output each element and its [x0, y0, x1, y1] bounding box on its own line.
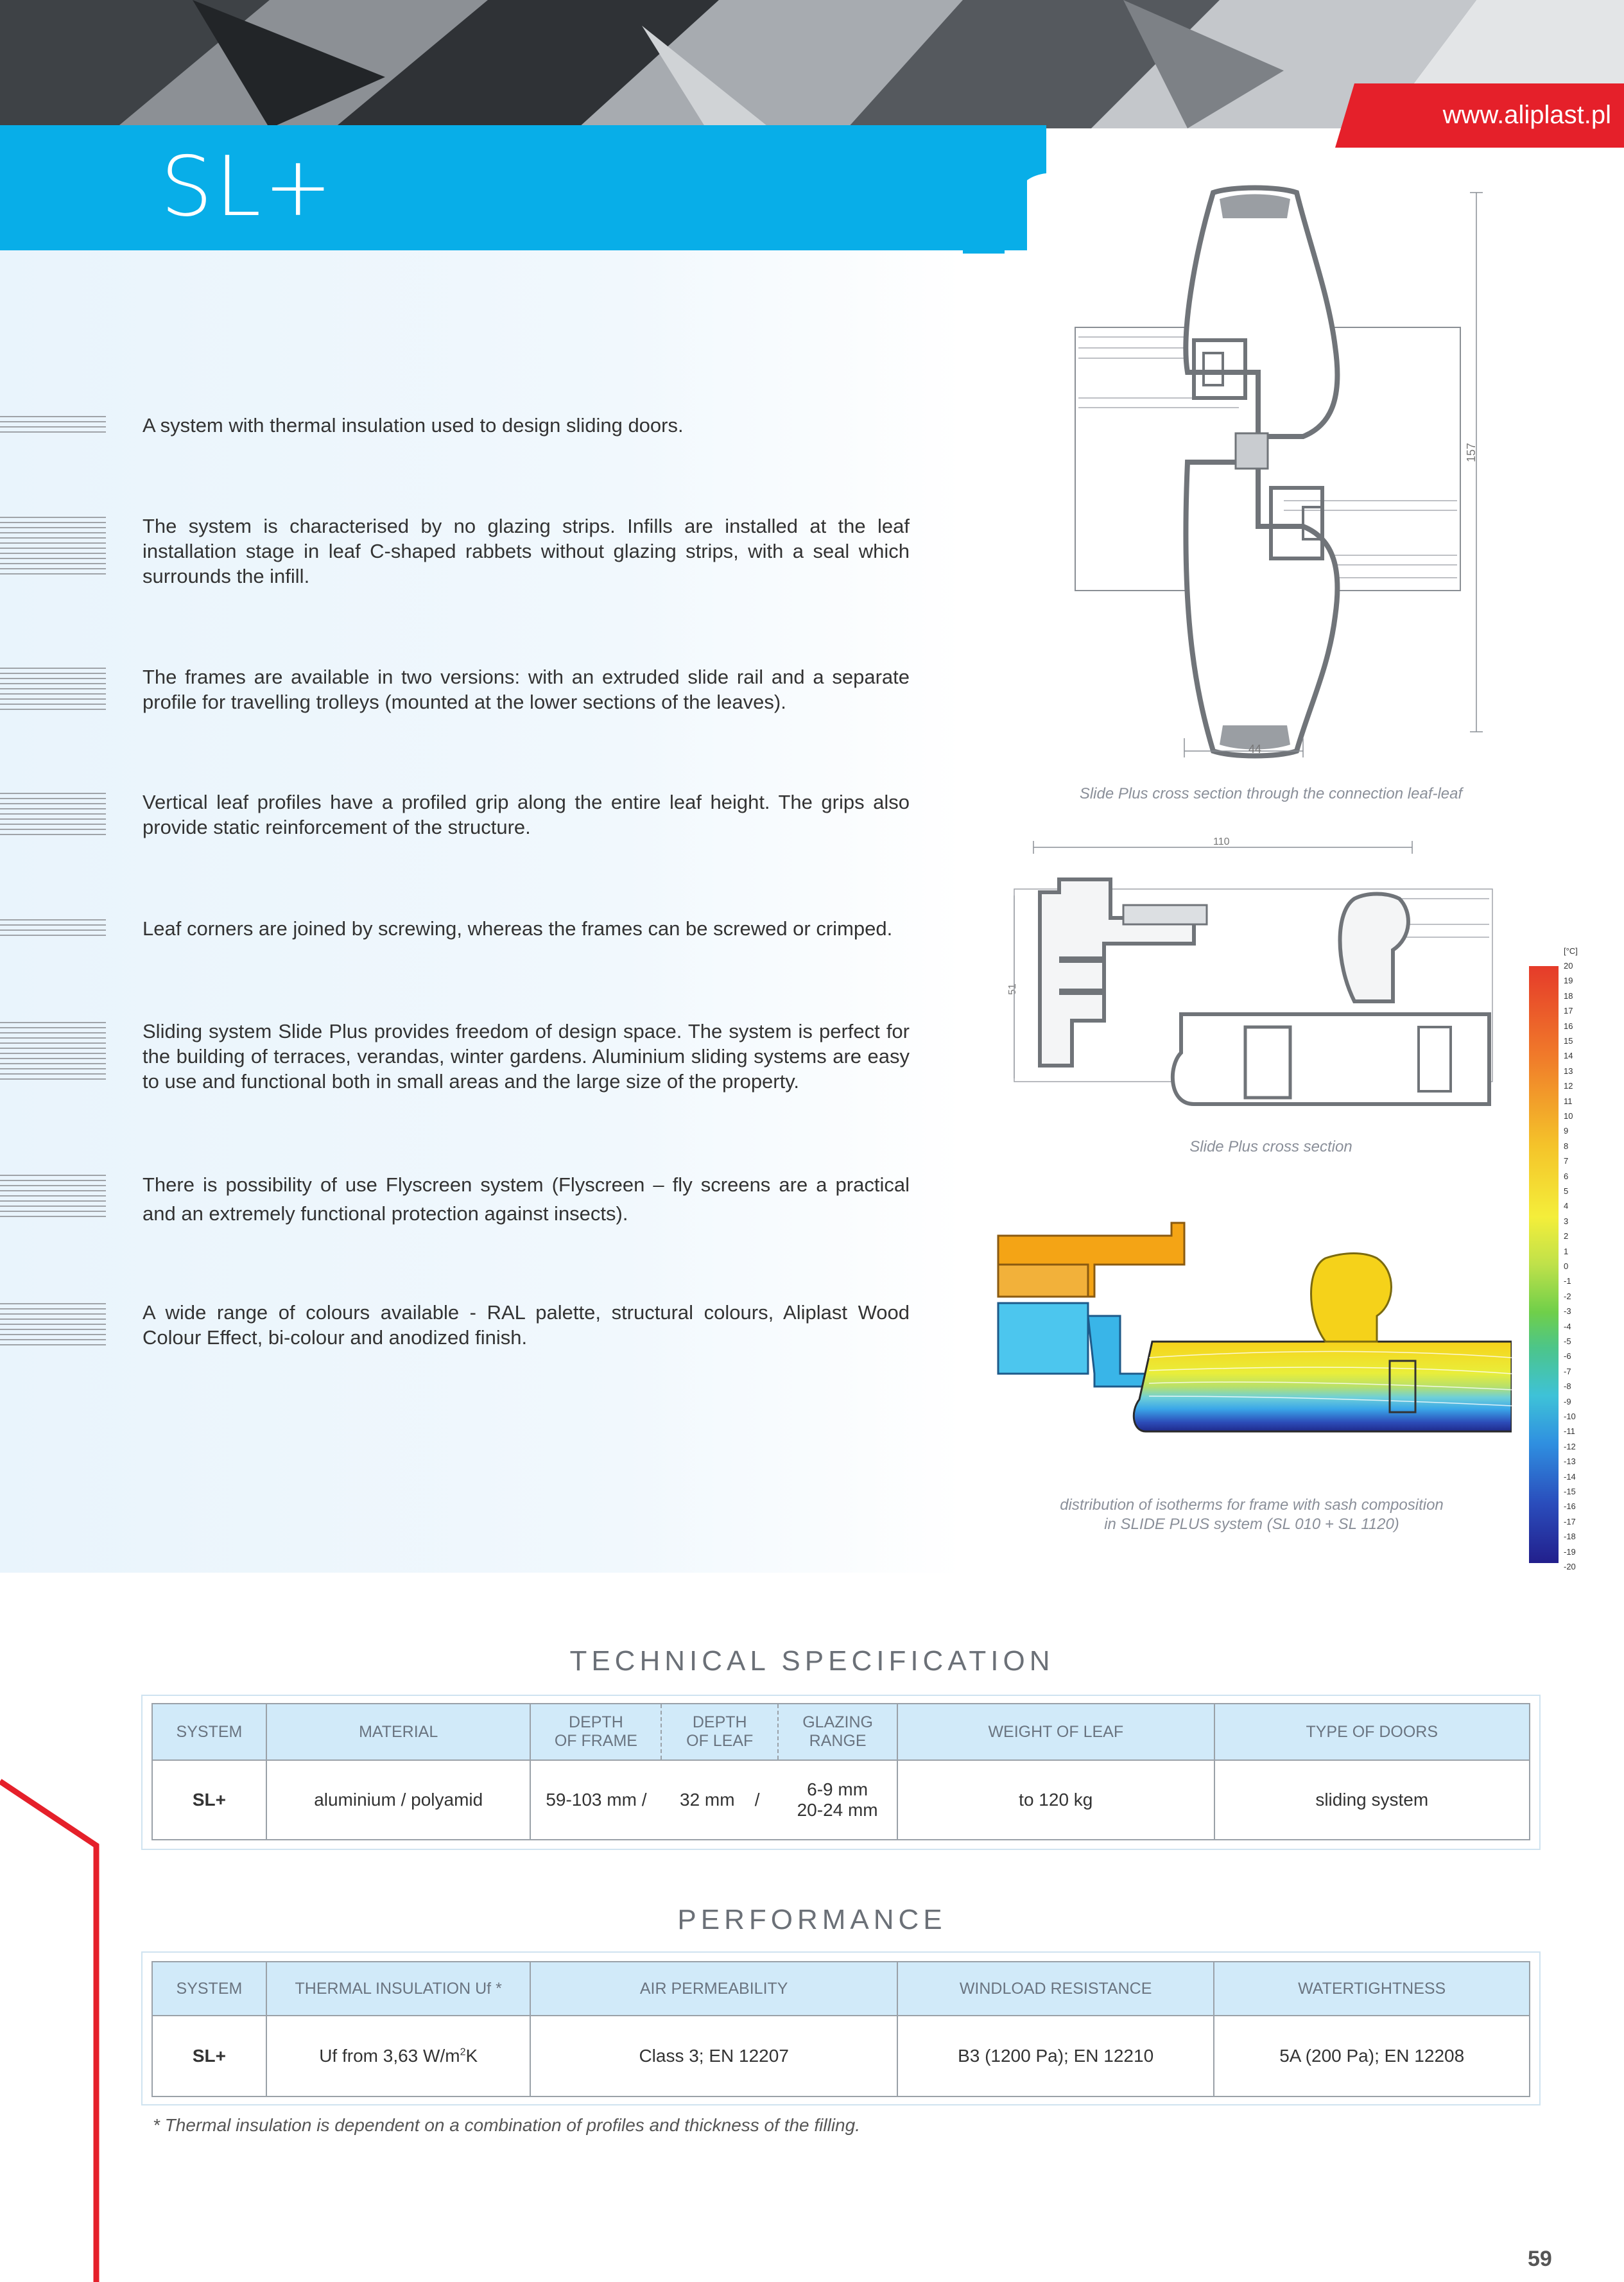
figure-1-caption: Slide Plus cross section through the connection leaf-leaf	[1079, 785, 1463, 802]
decorative-lines	[0, 793, 106, 839]
decorative-lines	[0, 919, 106, 940]
slide-plus-cross-section-drawing	[976, 834, 1502, 1130]
temperature-scale-label: 6	[1564, 1171, 1569, 1181]
perf-cell-water: 5A (200 Pa); EN 12208	[1214, 2016, 1530, 2096]
decorative-lines	[0, 517, 106, 578]
temperature-scale-label: 2	[1564, 1231, 1569, 1241]
header-weight: WEIGHT OF LEAF	[897, 1704, 1214, 1760]
header-type: TYPE OF DOORS	[1214, 1704, 1530, 1760]
decorative-lines	[0, 668, 106, 714]
temperature-scale-label: 15	[1564, 1036, 1573, 1046]
temperature-scale-label: 11	[1564, 1096, 1573, 1106]
temperature-scale-label: -18	[1564, 1532, 1576, 1542]
temperature-scale-label: 13	[1564, 1066, 1573, 1076]
dimension-157: 157	[1465, 442, 1478, 462]
leaf-leaf-cross-section-drawing	[1066, 180, 1502, 764]
perf-header-thermal: THERMAL INSULATION Uf *	[266, 1962, 531, 2016]
temperature-scale-label: -9	[1564, 1396, 1571, 1406]
temperature-scale-label: 18	[1564, 990, 1573, 1001]
temperature-scale-label: 17	[1564, 1006, 1573, 1016]
header-depth-frame	[530, 1704, 661, 1760]
perf-cell-thermal-sup: 2	[460, 2046, 466, 2058]
header-material: MATERIAL	[266, 1704, 531, 1760]
temperature-scale-label: -2	[1564, 1291, 1571, 1301]
header-depth-frame-line2: OF FRAME	[554, 1732, 637, 1750]
header-system: SYSTEM	[152, 1704, 266, 1760]
temperature-scale-label: 5	[1564, 1186, 1569, 1196]
temperature-scale-label: -7	[1564, 1366, 1571, 1376]
temperature-scale-label: -14	[1564, 1471, 1576, 1482]
isotherm-distribution-image	[992, 1207, 1512, 1464]
temperature-scale-label: 8	[1564, 1141, 1569, 1151]
paragraph-3: The frames are available in two versions: with an extruded slide rail and a separate profile for travelling trolleys (mounted at the lower sections of the leaves).	[143, 666, 910, 713]
title-band-curve	[944, 125, 1046, 254]
page-number: 59	[1528, 2247, 1552, 2271]
perf-header-wind: WINDLOAD RESISTANCE	[897, 1962, 1214, 2016]
decorative-red-line	[0, 1772, 116, 2282]
perf-cell-air: Class 3; EN 12207	[530, 2016, 897, 2096]
technical-specification-title: TECHNICAL SPECIFICATION	[569, 1645, 1055, 1677]
temperature-scale-label: -15	[1564, 1487, 1576, 1496]
paragraph-5: Leaf corners are joined by screwing, whereas the frames can be screwed or crimped.	[143, 917, 893, 940]
dimension-110: 110	[1213, 836, 1230, 847]
temperature-scale-label: -1	[1564, 1276, 1571, 1286]
paragraph-7: There is possibility of use Flyscreen system (Flyscreen – fly screens are a practical and an extremely functional protection against insects).	[143, 1173, 910, 1225]
temperature-scale-label: -13	[1564, 1457, 1576, 1467]
temperature-scale-label: 14	[1564, 1051, 1573, 1061]
temperature-scale-label: 3	[1564, 1216, 1569, 1226]
page-title: SL+	[160, 139, 335, 235]
performance-title: PERFORMANCE	[677, 1904, 947, 1935]
temperature-scale-label: 20	[1564, 961, 1573, 971]
cell-depth-leaf-slash: /	[754, 1790, 760, 1810]
temperature-scale-label: -4	[1564, 1321, 1571, 1331]
header-depth-leaf-line2: OF LEAF	[686, 1732, 754, 1750]
temperature-scale-label: 9	[1564, 1126, 1569, 1136]
header-glazing	[778, 1704, 897, 1760]
temperature-scale-label: -10	[1564, 1412, 1576, 1421]
temperature-scale-label: 0	[1564, 1261, 1569, 1271]
temperature-scale-label: 4	[1564, 1201, 1569, 1211]
header-glazing-line1: GLAZING	[802, 1713, 873, 1731]
paragraph-8: A wide range of colours available - RAL palette, structural colours, Aliplast Wood Colour Effect, bi-colour and anodized finish.	[143, 1301, 910, 1349]
temperature-scale-label: -11	[1564, 1426, 1575, 1437]
header-glazing-line2: RANGE	[809, 1732, 867, 1750]
cell-glazing-line1: 6-9 mm	[807, 1779, 868, 1799]
paragraph-2: The system is characterised by no glazing strips. Infills are installed at the leaf installation stage in leaf C-shaped rabbets without glazing strips, with a seal which surrounds the infill.	[143, 515, 910, 587]
cell-depth-frame: 59-103 mm /	[530, 1760, 661, 1840]
header-depth-frame-line1: DEPTH	[569, 1713, 623, 1731]
temperature-scale-label: 16	[1564, 1021, 1573, 1031]
cell-depth-leaf	[661, 1760, 778, 1840]
figure-3-caption-line-1: distribution of isotherms for frame with sash composition	[1060, 1496, 1444, 1514]
perf-cell-system: SL+	[152, 2016, 266, 2096]
header-depth-leaf	[661, 1704, 778, 1760]
perf-header-water: WATERTIGHTNESS	[1214, 1962, 1530, 2016]
cell-system: SL+	[152, 1760, 266, 1840]
website-url[interactable]: www.aliplast.pl	[1442, 101, 1611, 129]
header-depth-leaf-line1: DEPTH	[692, 1713, 747, 1731]
cell-type: sliding system	[1214, 1760, 1530, 1840]
paragraph-4: Vertical leaf profiles have a profiled grip along the entire leaf height. The grips also provide static reinforcement of the structure.	[143, 791, 910, 838]
cell-weight: to 120 kg	[897, 1760, 1214, 1840]
title-band	[0, 125, 1027, 250]
footnote: * Thermal insulation is dependent on a combination of profiles and thickness of the filling.	[153, 2115, 860, 2135]
cell-glazing-line2: 20-24 mm	[797, 1800, 878, 1820]
temperature-scale-label: 1	[1564, 1246, 1569, 1256]
cell-glazing	[778, 1760, 897, 1840]
performance-table	[151, 1961, 1530, 2097]
dimension-44: 44	[1248, 743, 1262, 756]
cell-material: aluminium / polyamid	[266, 1760, 531, 1840]
temperature-color-scale	[1529, 966, 1559, 1563]
temperature-scale-label: -6	[1564, 1351, 1571, 1361]
decorative-lines	[0, 1303, 106, 1349]
temperature-scale-label: -16	[1564, 1501, 1576, 1512]
perf-cell-thermal	[266, 2016, 531, 2096]
temperature-scale-label: -17	[1564, 1516, 1576, 1526]
temperature-scale-label: 12	[1564, 1081, 1573, 1091]
decorative-lines	[0, 416, 106, 437]
temperature-scale-label: -20	[1564, 1562, 1576, 1571]
temperature-unit: [°C]	[1564, 946, 1578, 956]
technical-specification-table	[151, 1703, 1530, 1840]
perf-header-system: SYSTEM	[152, 1962, 266, 2016]
temperature-scale-label: 19	[1564, 976, 1573, 986]
paragraph-6: Sliding system Slide Plus provides freedom of design space. The system is perfect for the building of terraces, verandas, winter gardens. Aluminium sliding systems are easy to use and functional both in small areas and the large size of the property.	[143, 1020, 910, 1093]
cell-depth-leaf-value: 32 mm	[680, 1790, 735, 1810]
temperature-scale-label: -12	[1564, 1441, 1576, 1451]
decorative-lines	[0, 1022, 106, 1084]
perf-header-air: AIR PERMEABILITY	[530, 1962, 897, 2016]
temperature-scale-label: -5	[1564, 1336, 1571, 1346]
temperature-scale-label: -3	[1564, 1306, 1571, 1317]
perf-cell-thermal-suffix: K	[465, 2046, 478, 2066]
dimension-51: 51	[1007, 983, 1018, 995]
temperature-scale-label: 10	[1564, 1111, 1573, 1121]
perf-cell-wind: B3 (1200 Pa); EN 12210	[897, 2016, 1214, 2096]
perf-cell-thermal-prefix: Uf from 3,63 W/m	[319, 2046, 460, 2066]
decorative-lines	[0, 1175, 106, 1221]
temperature-scale-label: -19	[1564, 1546, 1576, 1557]
figure-2-caption: Slide Plus cross section	[1189, 1138, 1352, 1155]
figure-3-caption-line-2: in SLIDE PLUS system (SL 010 + SL 1120)	[1104, 1516, 1399, 1533]
content-panel	[0, 250, 963, 1573]
temperature-scale-label: -8	[1564, 1381, 1571, 1392]
temperature-scale-label: 7	[1564, 1156, 1569, 1166]
paragraph-1: A system with thermal insulation used to design sliding doors.	[143, 414, 684, 437]
